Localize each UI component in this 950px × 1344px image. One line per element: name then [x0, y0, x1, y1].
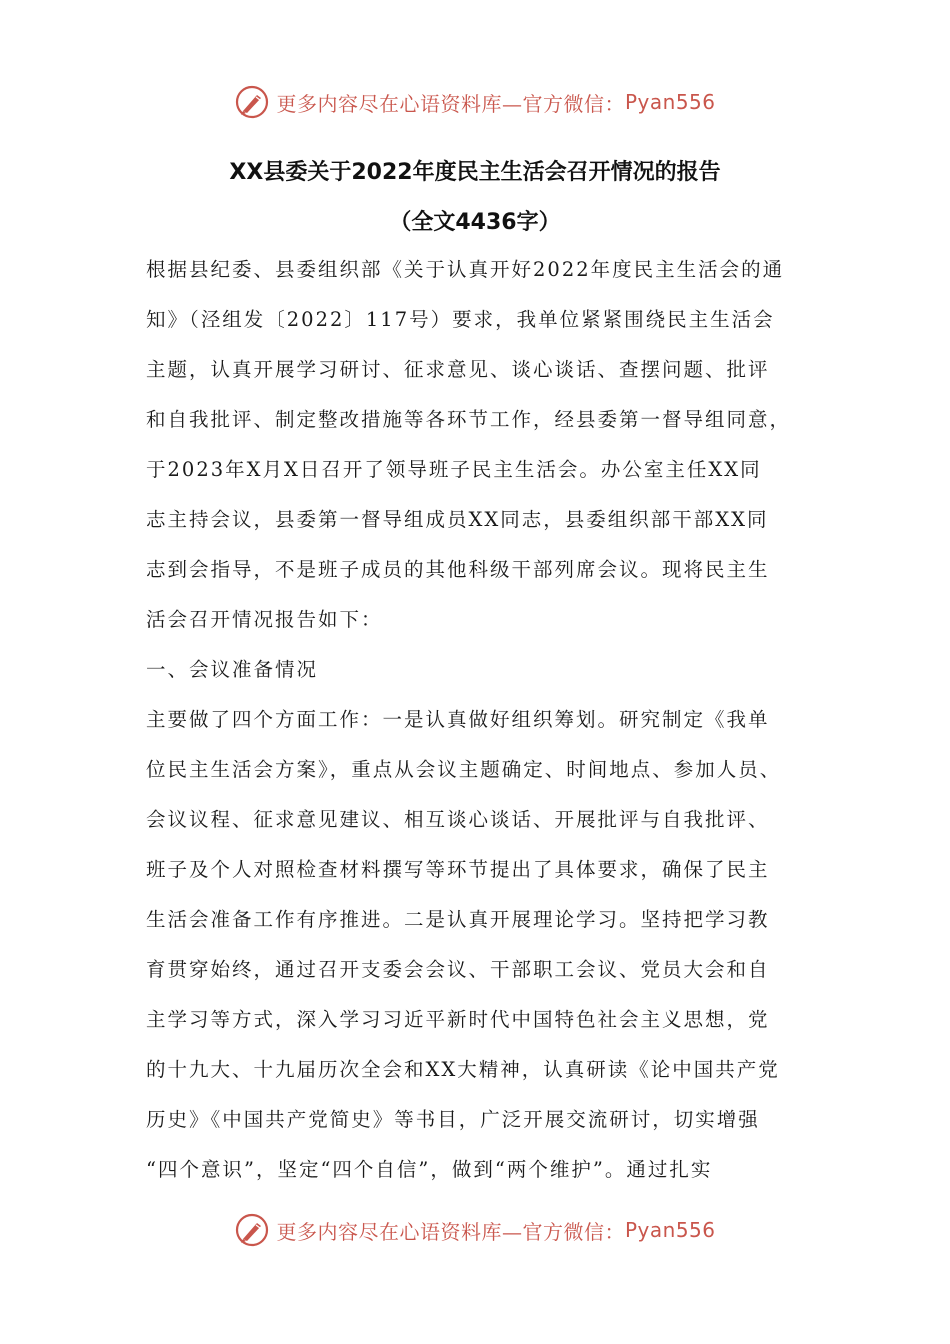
watermark-banner-bottom	[0, 1208, 950, 1252]
body-line: 育贯穿始终，通过召开支委会会议、干部职工会议、党员大会和自	[146, 958, 770, 981]
pen-logo-icon	[234, 84, 270, 120]
body-line: 和自我批评、制定整改措施等各环节工作，经县委第一督导组同意，	[146, 408, 792, 431]
watermark-text: 更多内容尽在心语资料库—官方微信：	[276, 91, 625, 116]
body-line: 志主持会议，县委第一督导组成员XX同志，县委组织部干部XX同	[146, 508, 769, 531]
body-line: 会议议程、征求意见建议、相互谈心谈话、开展批评与自我批评、	[146, 808, 770, 831]
body-line: 根据县纪委、县委组织部《关于认真开好2022年度民主生活会的通	[146, 258, 785, 281]
body-line: 志到会指导，不是班子成员的其他科级干部列席会议。现将民主生	[146, 558, 770, 581]
body-line: 历史》《中国共产党简史》等书目，广泛开展交流研讨，切实增强	[146, 1108, 760, 1131]
watermark-id: Pyan556	[624, 1218, 716, 1242]
body-line: 位民主生活会方案》，重点从会议主题确定、时间地点、参加人员、	[146, 758, 782, 781]
document-body	[146, 253, 806, 1203]
body-line: 的十九大、十九届历次全会和XX大精神，认真研读《论中国共产党	[146, 1058, 780, 1081]
watermark-banner-top	[0, 80, 950, 124]
document-title: XX县委关于2022年度民主生活会召开情况的报告	[229, 160, 721, 185]
watermark-text: 更多内容尽在心语资料库—官方微信：	[276, 1219, 625, 1244]
body-line: 主要做了四个方面工作：一是认真做好组织筹划。研究制定《我单	[146, 708, 770, 731]
body-line: 班子及个人对照检查材料撰写等环节提出了具体要求，确保了民主	[146, 858, 770, 881]
section-heading: 一、会议准备情况	[146, 658, 319, 681]
body-line: “四个意识”，坚定“四个自信”，做到“两个维护”。通过扎实	[146, 1158, 713, 1181]
pen-logo-icon	[234, 1212, 270, 1248]
body-line: 于2023年X月X日召开了领导班子民主生活会。办公室主任XX同	[146, 458, 762, 481]
body-line: 生活会准备工作有序推进。二是认真开展理论学习。坚持把学习教	[146, 908, 770, 931]
body-line: 主题，认真开展学习研讨、征求意见、谈心谈话、查摆问题、批评	[146, 358, 770, 381]
document-subtitle: （全文4436字）	[389, 210, 561, 235]
watermark-id: Pyan556	[624, 90, 716, 114]
body-line: 知》（泾组发〔2022〕117号）要求，我单位紧紧围绕民主生活会	[146, 308, 775, 331]
body-line: 活会召开情况报告如下：	[146, 608, 383, 631]
body-line: 主学习等方式，深入学习习近平新时代中国特色社会主义思想，党	[146, 1008, 770, 1031]
